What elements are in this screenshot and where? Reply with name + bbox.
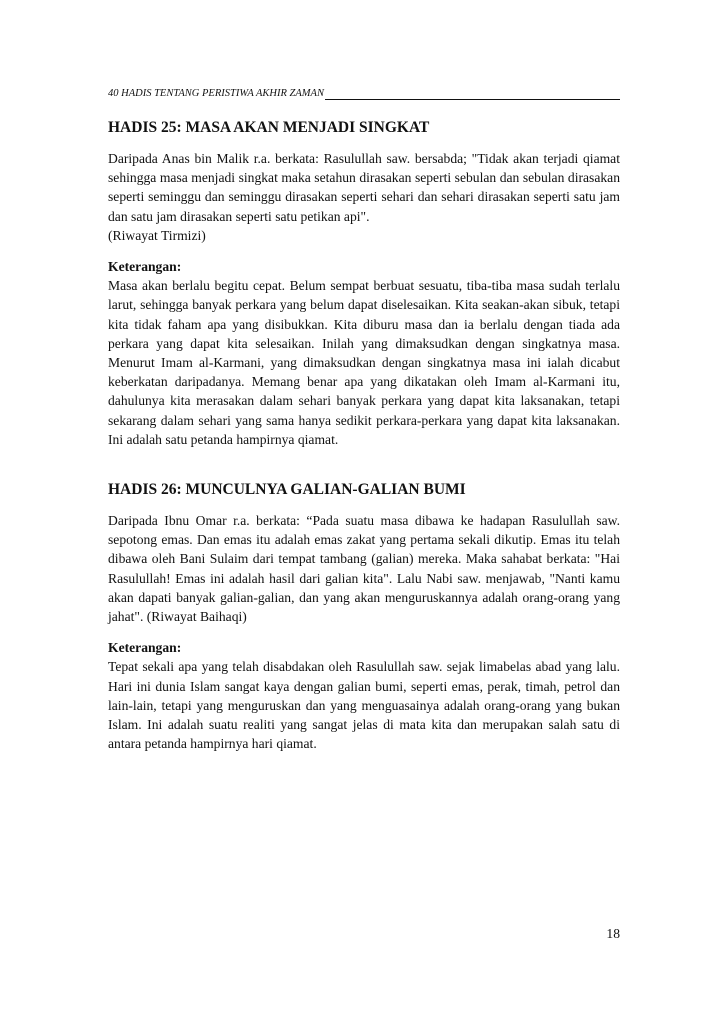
explanation-label: Keterangan: — [108, 259, 182, 275]
explanation-label: Keterangan: — [108, 640, 182, 656]
explanation-text: Masa akan berlalu begitu cepat. Belum sempat berbuat sesuatu, tiba-tiba masa sudah terlalu larut, sehingga banyak perkara yang belum dapat diselesaikan. Kita seakan-akan sibuk, tetapi kita tidak faham apa yang disibukkan. Kita diburu masa dan ia berlalu dengan tiada ada perkara yang dapat kita selesaikan. Inilah yang dimaksudkan dengan singkatnya masa. Menurut Imam al-Karmani, yang dimaksudkan dengan singkatnya masa ini ialah dicabut keberkatan daripadanya. Memang benar apa yang dikatakan oleh Imam al-Karmani itu, dahulunya kita merasakan dalam sehari banyak perkara yang dapat kita laksanakan, tetapi sekarang dalam sehari yang sama hanya sedikit perkara-perkara yang dapat kita laksanakan. Ini adalah satu petanda hampirnya qiamat. — [108, 278, 620, 447]
explanation-text: Tepat sekali apa yang telah disabdakan oleh Rasulullah saw. sejak limabelas abad yang lalu. Hari ini dunia Islam sangat kaya dengan galian bumi, seperti emas, perak, timah, petrol dan lain-lain, tetapi yang menguruskan dan yang menguasainya adalah orang-orang yang bukan Islam. Ini adalah suatu realiti yang sangat jelas di mata kita dan merupakan salah satu di antara petanda hampirnya hari qiamat. — [108, 659, 620, 752]
hadith-25-section — [108, 118, 620, 449]
section-heading: HADIS 25: MASA AKAN MENJADI SINGKAT — [108, 119, 430, 136]
hadith-26-section — [108, 480, 620, 753]
hadith-text: Daripada Ibnu Omar r.a. berkata: “Pada suatu masa dibawa ke hadapan Rasulullah saw. sepotong emas. Dan emas itu adalah emas zakat yang pertama sekali dikutip. Emas itu telah dibawa oleh Bani Sulaim dari tempat tambang (galian) mereka. Maka sahabat berkata: "Hai Rasulullah! Emas ini adalah hasil dari galian kita". Lalu Nabi saw. menjawab, "Nanti kamu akan dapati banyak galian-galian, dan yang akan menguruskannya adalah orang-orang yang jahat". (Riwayat Baihaqi) — [108, 513, 620, 625]
hadith-source: (Riwayat Tirmizi) — [108, 227, 206, 243]
main-content — [108, 118, 620, 753]
page-number: 18 — [606, 926, 620, 941]
hadith-text: Daripada Anas bin Malik r.a. berkata: Rasulullah saw. bersabda; "Tidak akan terjadi qiamat sehingga masa menjadi singkat maka setahun dirasakan seperti sebulan dan sebulan dirasakan seperti seminggu dan seminggu dirasakan seperti sehari dan sehari dirasakan seperti satu jam dan satu jam dirasakan seperti satu petikan api". — [108, 151, 620, 224]
section-heading: HADIS 26: MUNCULNYA GALIAN-GALIAN BUMI — [108, 481, 466, 499]
running-header-title: 40 HADIS TENTANG PERISTIWA AKHIR ZAMAN — [108, 88, 324, 99]
header-rule — [325, 90, 620, 100]
running-header — [108, 88, 620, 100]
